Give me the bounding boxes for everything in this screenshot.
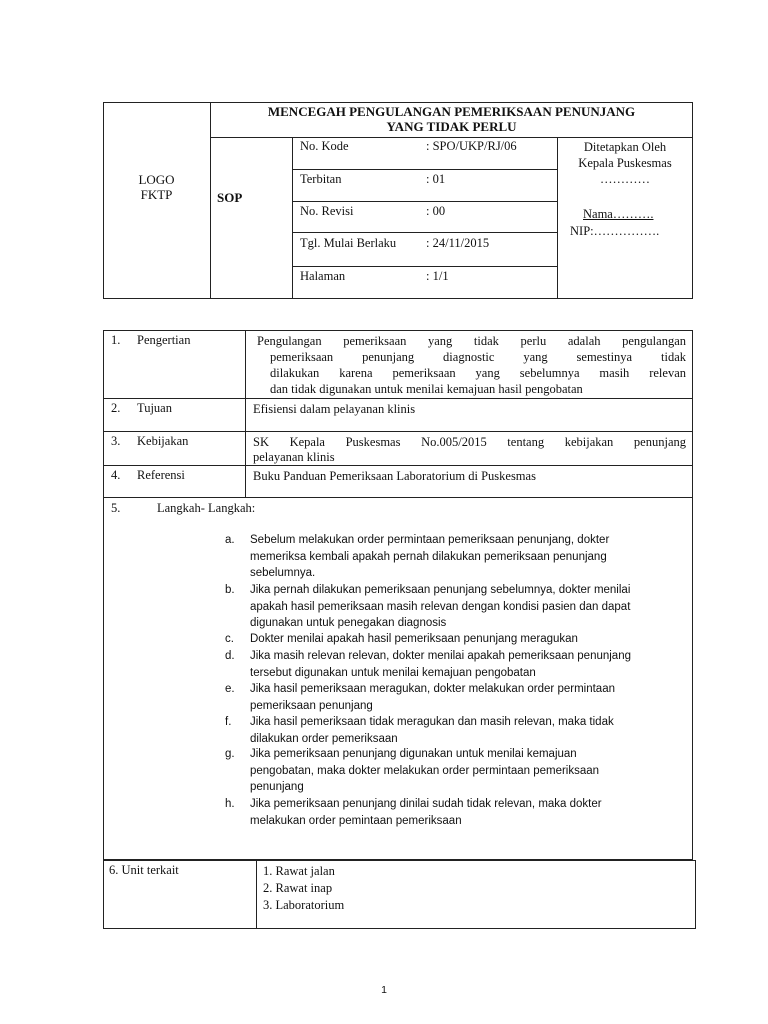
- unit-terkait-list: [263, 863, 344, 914]
- title-line2: YANG TIDAK PERLU: [386, 119, 517, 134]
- step-line: Jika pernah dilakukan pemeriksaan penunjang sebelumnya, dokter menilai: [250, 584, 631, 596]
- list-item: 2. Rawat inap: [263, 881, 333, 895]
- step-line: memeriksa kembali apakah pernah dilakukan pemeriksaan penunjang: [250, 550, 607, 563]
- meta-label-terbitan: Terbitan: [300, 172, 342, 186]
- approval-dots: …………: [600, 172, 650, 186]
- step-line: sebelumnya.: [250, 567, 316, 579]
- meta-value-tgl: : 24/11/2015: [426, 236, 490, 250]
- pengertian-line2: pemeriksaan penunjang diagnostic yang semestinya tidak: [270, 350, 686, 364]
- title-line1: MENCEGAH PENGULANGAN PEMERIKSAAN PENUNJANG: [267, 104, 636, 119]
- step-letter: b.: [225, 584, 235, 596]
- unit-terkait-border: [103, 860, 696, 929]
- meta-label-tgl: Tgl. Mulai Berlaku: [300, 236, 397, 250]
- approval-line1: Ditetapkan Oleh: [583, 140, 667, 154]
- list-item: 1. Rawat jalan: [263, 864, 335, 878]
- section-label-langkah: Langkah- Langkah:: [157, 501, 256, 515]
- meta-label-kode: No. Kode: [300, 139, 349, 153]
- step-line: Jika pemeriksaan penunjang digunakan untuk menilai kemajuan: [250, 748, 577, 760]
- document-title: [210, 104, 693, 134]
- pengertian-line4: dan tidak digunakan untuk menilai kemajuan hasil pengobatan: [270, 382, 583, 396]
- section-number: 1.: [111, 333, 121, 347]
- section-label-pengertian: Pengertian: [137, 333, 191, 347]
- meta-value-revisi: : 00: [426, 204, 446, 218]
- approval-line2: Kepala Puskesmas: [578, 156, 672, 170]
- step-line: Jika hasil pemeriksaan meragukan, dokter melakukan order permintaan: [250, 683, 615, 695]
- section-number: 3.: [111, 434, 121, 448]
- sop-label: SOP: [217, 190, 243, 205]
- step-letter: g.: [225, 748, 235, 760]
- section-number: 5.: [111, 501, 121, 515]
- meta-value-halaman: : 1/1: [426, 269, 449, 283]
- logo-line2: FKTP: [140, 187, 173, 202]
- kebijakan-line2: pelayanan klinis: [253, 450, 335, 464]
- step-line: Jika masih relevan relevan, dokter menilai apakah pemeriksaan penunjang: [250, 650, 631, 662]
- section-number: 2.: [111, 401, 121, 415]
- step-letter: a.: [225, 534, 235, 546]
- section-number: 4.: [111, 468, 121, 482]
- section-label-referensi: Referensi: [137, 468, 185, 482]
- approval-nama: Nama……….: [583, 207, 654, 221]
- step-line: Jika hasil pemeriksaan tidak meragukan dan masih relevan, maka tidak: [250, 716, 614, 728]
- meta-value-kode: : SPO/UKP/RJ/06: [426, 139, 517, 153]
- step-line: pemeriksaan penunjang: [250, 699, 373, 712]
- approval-block: [557, 139, 693, 187]
- step-line: melakukan order pemintaan pemeriksaan: [250, 814, 462, 827]
- unit-terkait-label: 6. Unit terkait: [109, 863, 179, 877]
- section-label-tujuan: Tujuan: [137, 401, 172, 415]
- step-line: Sebelum melakukan order permintaan pemeriksaan penunjang, dokter: [250, 534, 610, 546]
- pengertian-line3: dilakukan karena pemeriksaan yang sebelumnya masih relevan: [270, 366, 686, 380]
- step-line: apakah hasil pemeriksaan masih relevan dengan kondisi pasien dan dapat: [250, 600, 631, 613]
- step-line: dilakukan order pemeriksaan: [250, 732, 398, 745]
- step-line: digunakan untuk penegakan diagnosis: [250, 617, 447, 629]
- approval-nip: NIP:…………….: [570, 224, 660, 238]
- step-line: Dokter menilai apakah hasil pemeriksaan penunjang meragukan: [250, 633, 578, 645]
- meta-label-halaman: Halaman: [300, 269, 346, 283]
- meta-label-revisi: No. Revisi: [300, 204, 354, 218]
- step-letter: h.: [225, 798, 235, 810]
- page-number: 1: [381, 984, 387, 996]
- step-line: tersebut digunakan untuk menilai kemajuan pengobatan: [250, 666, 536, 679]
- tujuan-text: Efisiensi dalam pelayanan klinis: [253, 402, 416, 416]
- step-letter: e.: [225, 683, 235, 695]
- step-line: penunjang: [250, 781, 304, 793]
- step-letter: c.: [225, 633, 234, 645]
- section-label-kebijakan: Kebijakan: [137, 434, 189, 448]
- logo-line1: LOGO: [138, 172, 175, 187]
- pengertian-line1: Pengulangan pemeriksaan yang tidak perlu adalah pengulangan: [257, 334, 686, 348]
- meta-value-terbitan: : 01: [426, 172, 446, 186]
- step-letter: f.: [225, 716, 232, 728]
- step-line: Jika pemeriksaan penunjang dinilai sudah tidak relevan, maka dokter: [250, 798, 602, 810]
- step-line: pengobatan, maka dokter melakukan order permintaan pemeriksaan: [250, 764, 600, 777]
- list-item: 3. Laboratorium: [263, 898, 345, 912]
- referensi-text: Buku Panduan Pemeriksaan Laboratorium di Puskesmas: [253, 469, 536, 483]
- logo-placeholder: [103, 172, 210, 202]
- kebijakan-line1: SK Kepala Puskesmas No.005/2015 tentang kebijakan penunjang: [253, 435, 686, 449]
- step-letter: d.: [225, 650, 235, 662]
